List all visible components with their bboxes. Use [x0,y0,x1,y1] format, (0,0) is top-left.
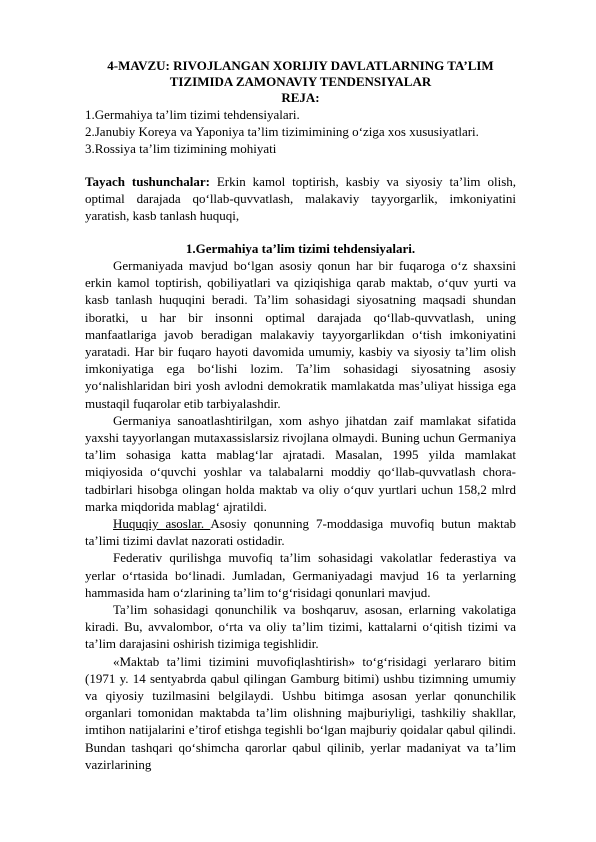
plan-item: 1.Germahiya ta’lim tizimi tehdensiyalari. [85,107,300,122]
paragraph: Germaniyada mavjud bo‘lgan asosiy qonun har bir fuqaroga o‘z shaxsini erkin kamol toptirish, qobiliyatlari va qiziqishiga qarab maktab, o‘quv yurti va kasb tanlash huquqini beradi. Ta’lim sohasidagi siyosatning maqsadi shundan iboratki, u har bir insonni optimal darajada qo‘llab-quvvatlash, uning manfaatlariga javob beradigan malakaviy tayyorgarlikdan o‘tish imkoniyatini yaratadi. Har bir fuqaro hayoti davomida umumiy, kasbiy va siyosiy ta’lim olish imkoniyatiga ega bo‘lishi lozim. Ta’lim sohasidagi siyosatning asosiy yo‘nalishlaridan biri yosh avlodni demokratik mamlakatda mas’uliyat hissiga ega mustaqil fuqarolar etib tarbiyalashdir. [85,258,516,411]
key-concepts-text: Erkin kamol toptirish, kasbiy va siyosiy ta’lim olish, optimal darajada qo‘llab-quvvatlash, malakaviy tayyorgarlik, imkoniyatini yaratish, kasb tanlash huquqi, [85,174,517,223]
key-concepts [85,173,516,224]
paragraph [85,515,516,549]
paragraph: Germaniya sanoatlashtirilgan, xom ashyo jihatdan zaif mamlakat sifatida yaxshi tayyorlangan mutaxassislarsiz rivojlana olmaydi. Buning uchun Germaniya ta’lim sohasiga katta mablag‘lar ajratadi. Masalan, 1995 yilda mamlakat miqiyosida o‘quvchi yoshlar va talabalarni moddiy qo‘llab-quvvatlash chora-tadbirlari hisobga olingan holda maktab va oliy o‘quv yurtlari uchun 158,2 mlrd marka miqdorida mablag‘ ajratildi. [85,412,516,514]
title-line-1: 4-MAVZU: RIVOJLANGAN XORIJIY DAVLATLARNING TA’LIM [107,58,494,73]
document-title [85,58,516,90]
plan-item: 2.Janubiy Koreya va Yaponiya ta’lim tizimimining o‘ziga xos xususiyatlari. [85,124,479,139]
paragraph: Federativ qurilishga muvofiq ta’lim sohasidagi vakolatlar federastiya va yerlar o‘rtasida bo‘linadi. Jumladan, Germaniyadagi mavjud 16 ta yerlarning hammasida ham o‘zlarining ta’lim to‘g‘risidagi qonunlari mavjud. [85,550,516,600]
section-title: 1.Germahiya ta’lim tizimi tehdensiyalari. [185,241,416,256]
plan-heading: REJA: [281,90,320,105]
paragraph: Ta’lim sohasidagi qonunchilik va boshqaruv, asosan, erlarning vakolatiga kiradi. Bu, avvalombor, o‘rta va oliy ta’lim tizimi, kattalarni o‘qitish tizimi va ta’lim darajasini oshirish tizimiga tegishlidir. [85,602,516,652]
paragraph: «Maktab ta’limi tizimini muvofiqlashtirish» to‘g‘risidagi yerlararo bitim (1971 y. 14 sentyabrda qabul qilingan Gamburg bitimi) ushbu tizimning umumiy va qiyosiy tuzilmasini belgilaydi. Ushbu bitimga asosan yerlar qonunchilik organlari tomonidan maktabda ta’lim olishning majburiyligi, tashkiliy shakllar, imtihon natijalarini e’tirof etishga tegishli bo‘lgan majburiy qoidalar qabul qilindi. Bundan tashqari qo‘shimcha qarorlar qabul qilinib, yerlar madaniyat va ta’lim vazirlarining [85,653,516,772]
title-line-2: TIZIMIDA ZAMONAVIY TENDENSIYALAR [169,74,432,89]
plan-list [85,106,516,157]
key-concepts-label: Tayach tushunchalar: [85,174,210,189]
plan-item: 3.Rossiya ta’lim tizimining mohiyati [85,141,277,156]
paragraph-text: Asosiy qonunning 7-moddasiga muvofiq butun maktab ta’limi tizimi davlat nazorati ostidadir. [85,516,517,549]
underlined-heading: Huquqiy asoslar. [113,516,211,532]
